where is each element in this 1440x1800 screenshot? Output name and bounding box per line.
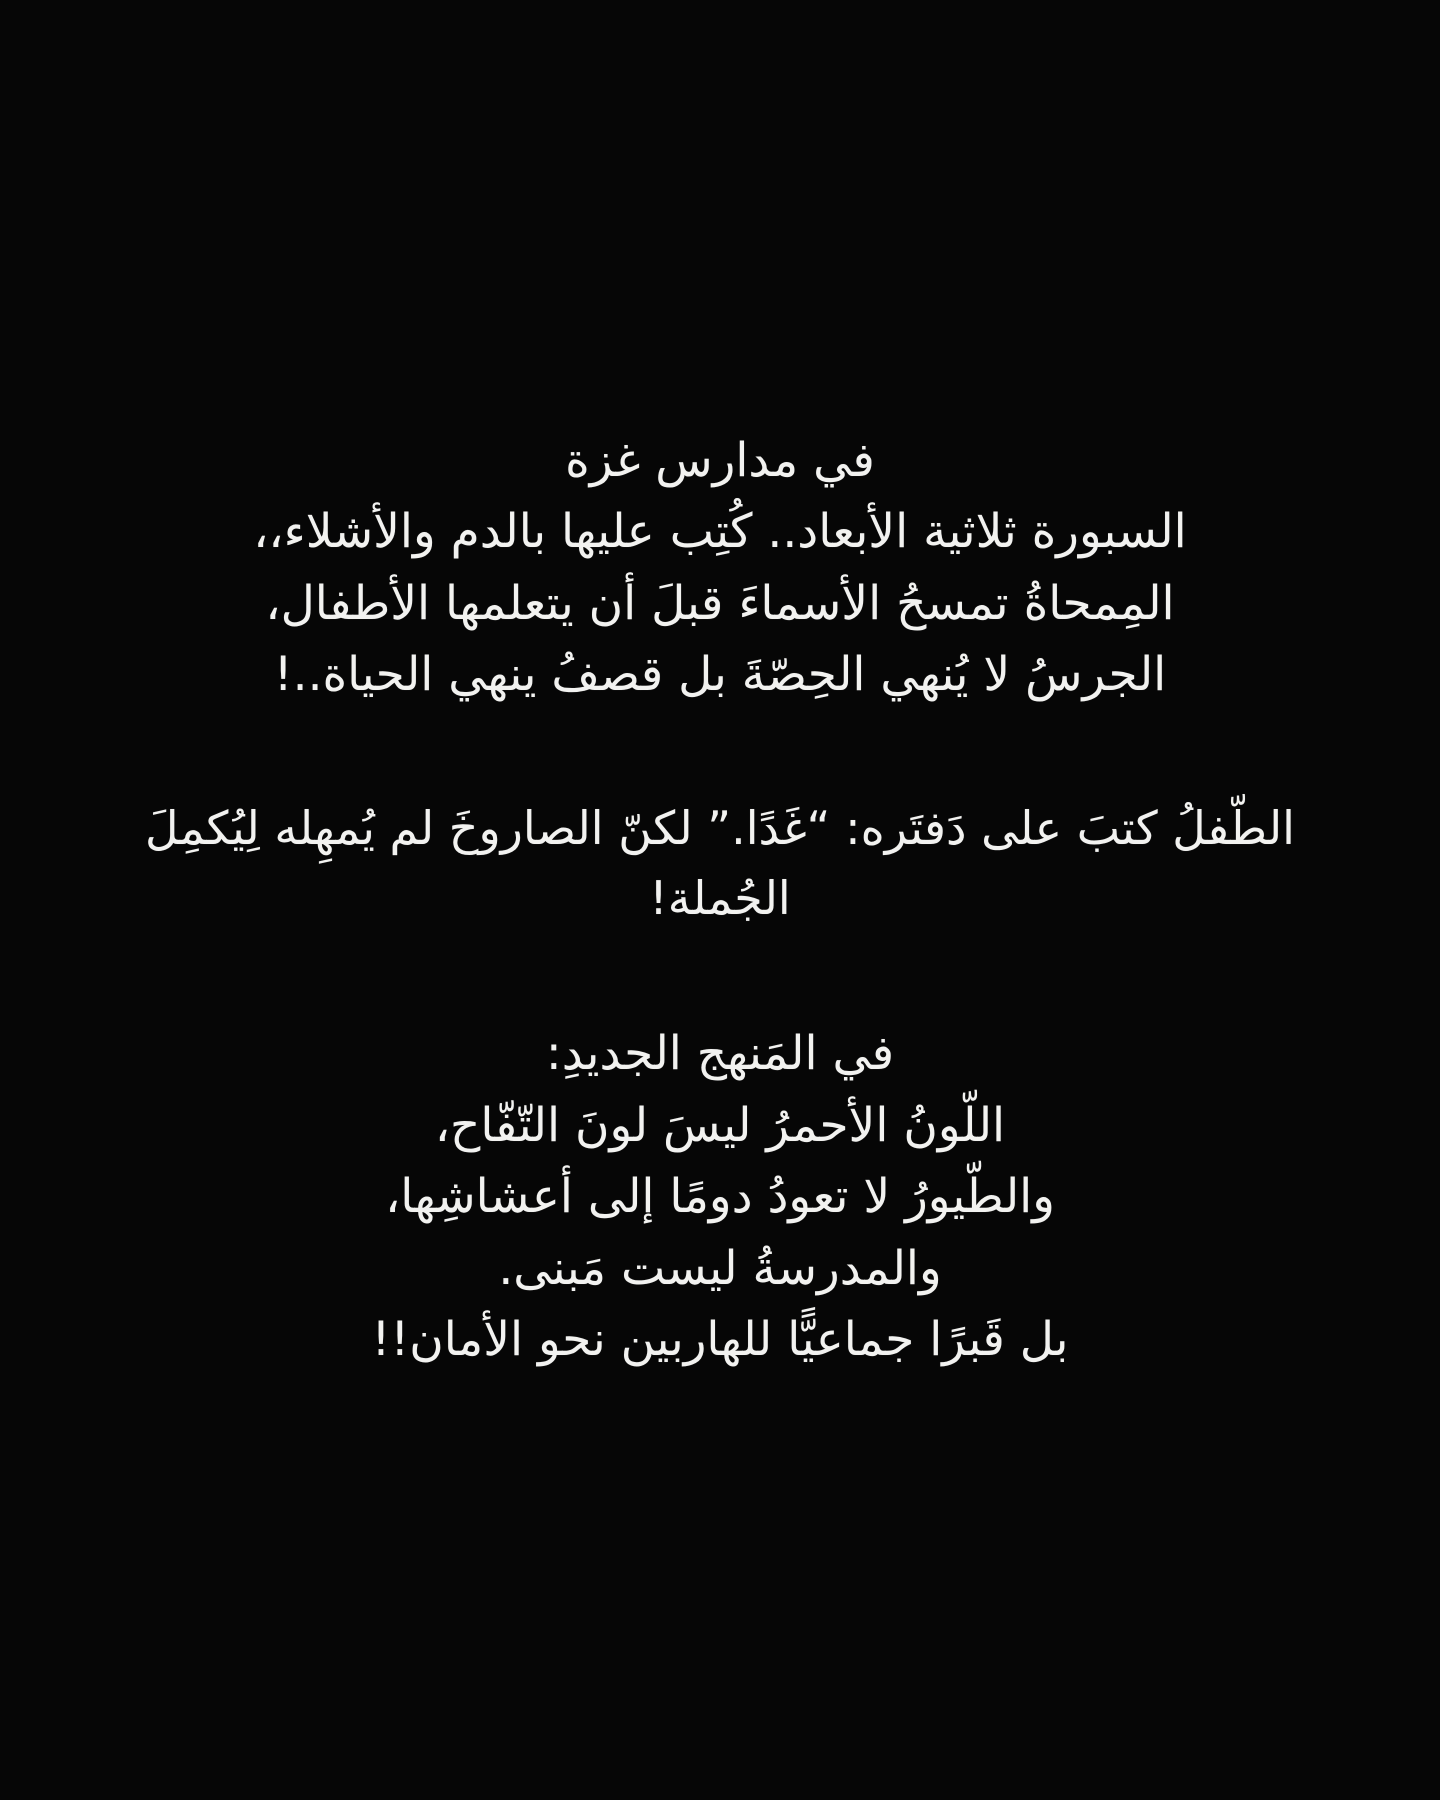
poem-line: المِمحاةُ تمسحُ الأسماءَ قبلَ أن يتعلمها الأطفال، — [265, 575, 1175, 631]
poem-line: والطّيورُ لا تعودُ دومًا إلى أعشاشِها، — [385, 1169, 1055, 1225]
poem-line: والمدرسةُ ليست مَبنى. — [498, 1240, 942, 1296]
stanza-child — [100, 794, 1340, 934]
poem-line: السبورة ثلاثية الأبعاد.. كُتِب عليها بالدم والأشلاء،، — [253, 504, 1187, 560]
stanza-curriculum — [100, 1018, 1340, 1375]
stanza-schools — [100, 425, 1340, 711]
poem-line: في المَنهج الجديدِ: — [545, 1026, 895, 1082]
poem-line: اللّونُ الأحمرُ ليسَ لونَ التّفّاح، — [434, 1097, 1006, 1153]
poem-line: بل قَبرًا جماعيًّا للهاربين نحو الأمان!! — [371, 1311, 1069, 1367]
poem-body — [100, 425, 1340, 1376]
poem-line: الجرسُ لا يُنهي الحِصّةَ بل قصفُ ينهي الحياة..! — [273, 646, 1167, 702]
poem-line: الطّفلُ كتبَ على دَفتَره: “غَدًا.” لكنّ الصاروخَ لم يُمهِله لِيُكمِلَ الجُملة! — [145, 801, 1295, 926]
poem-line: في مدارس غزة — [565, 432, 875, 488]
